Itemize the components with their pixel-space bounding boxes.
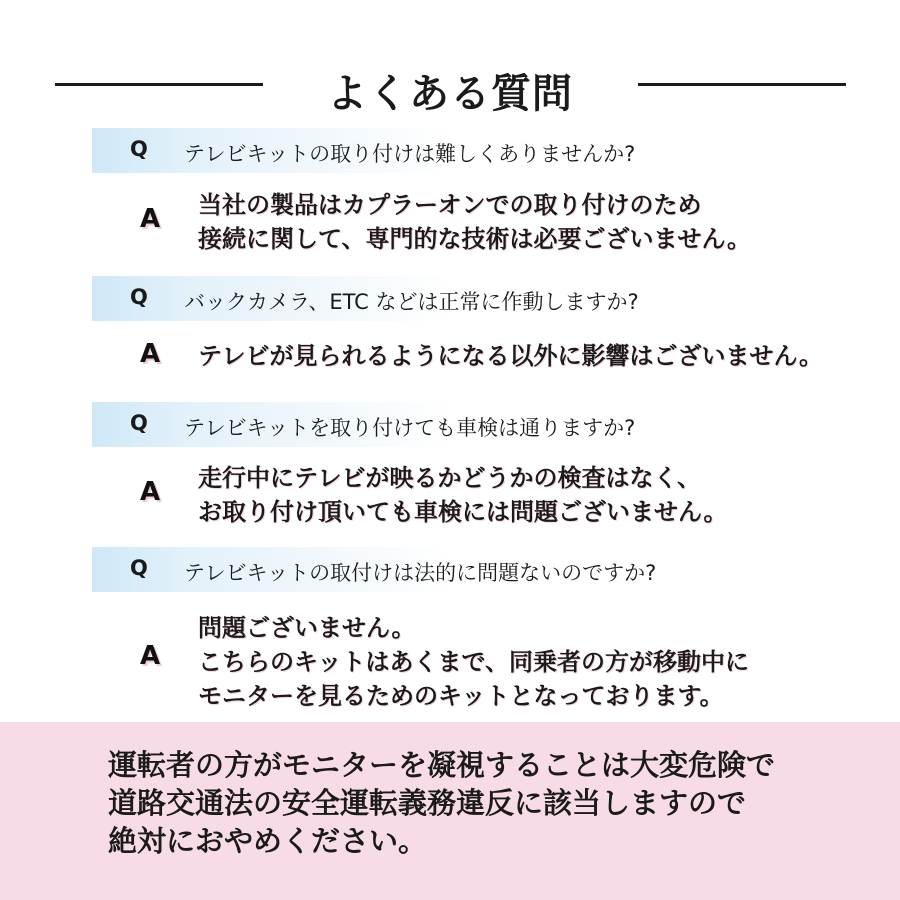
warning-text	[108, 746, 775, 860]
question-mark: Q	[130, 411, 148, 435]
question-text: テレビキットの取り付けは難しくありませんか?	[184, 142, 636, 166]
answer-line: モニターを見るためのキットとなっております。	[198, 682, 724, 710]
answer-text	[198, 339, 823, 373]
question-mark: Q	[130, 137, 148, 161]
question-text: テレビキットを取り付けても車検は通りますか?	[184, 416, 636, 440]
page-title: よくある質問	[327, 71, 573, 117]
answer-line: テレビが見られるようになる以外に影響はございません。	[198, 342, 823, 370]
question-row-4	[92, 547, 742, 592]
question-mark: Q	[130, 556, 148, 580]
title-rule-left	[55, 83, 263, 86]
answer-mark: A	[140, 477, 161, 507]
answer-mark: A	[140, 339, 161, 369]
answer-mark: A	[140, 641, 161, 671]
answer-text	[198, 611, 749, 713]
faq-title-section	[0, 58, 900, 118]
answer-text	[198, 461, 727, 529]
answer-mark: A	[140, 204, 161, 234]
question-row-3	[92, 402, 742, 447]
safety-warning-panel	[0, 722, 900, 900]
question-row-1	[92, 128, 742, 173]
answer-line: 問題ございません。	[198, 614, 416, 642]
answer-line: こちらのキットはあくまで、同乗者の方が移動中に	[198, 648, 750, 676]
question-text: テレビキットの取付けは法的に問題ないのですか?	[184, 561, 657, 585]
answer-line: 走行中にテレビが映るかどうかの検査はなく、	[198, 464, 702, 492]
warning-line: 道路交通法の安全運転義務違反に該当しますので	[108, 786, 747, 820]
answer-text	[198, 188, 751, 256]
answer-line: 当社の製品はカプラーオンでの取り付けのため	[198, 191, 702, 219]
answer-line: 接続に関して、専門的な技術は必要ございません。	[198, 225, 751, 253]
warning-line: 絶対におやめください。	[108, 824, 428, 858]
question-row-2	[92, 276, 742, 321]
answer-line: お取り付け頂いても車検には問題ございません。	[198, 498, 728, 526]
warning-line: 運転者の方がモニターを凝視することは大変危険で	[108, 748, 776, 782]
question-text: バックカメラ、ETC などは正常に作動しますか?	[184, 290, 639, 314]
title-rule-right	[638, 83, 846, 86]
question-mark: Q	[130, 285, 148, 309]
